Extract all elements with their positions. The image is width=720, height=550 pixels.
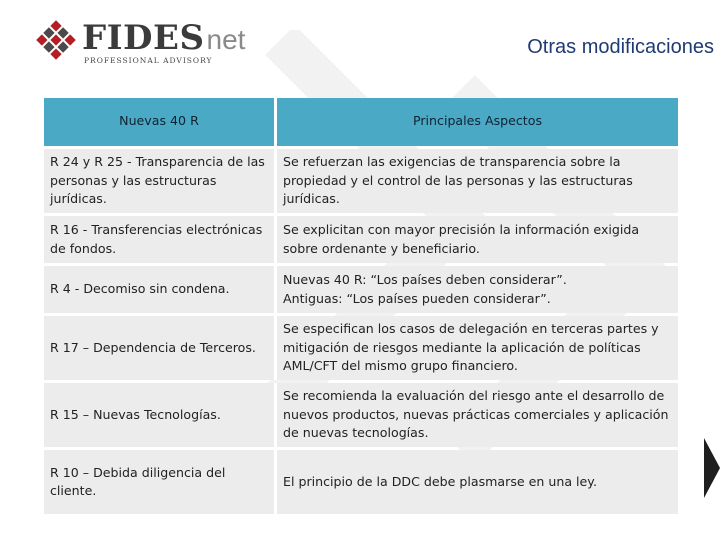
table-row (44, 450, 678, 514)
row-aspect: Se refuerzan las exigencias de transparencia sobre la propiedad y el control de las personas y las estructuras jurídicas. (274, 149, 678, 213)
table-header-row (44, 98, 678, 146)
logo-suffix-text: net (206, 24, 246, 55)
table-row (44, 383, 678, 447)
row-aspect: El principio de la DDC debe plasmarse en una ley. (274, 450, 678, 514)
logo-wordmark (82, 18, 245, 58)
table-row (44, 266, 678, 313)
row-aspect: Se especifican los casos de delegación en terceras partes y mitigación de riesgos mediante la aplicación de políticas AML/CFT del mismo grupo financiero. (274, 316, 678, 380)
recommendations-table (44, 95, 678, 517)
fidesnet-logo (34, 14, 246, 70)
header-nuevas-40r: Nuevas 40 R (44, 98, 274, 146)
table-row (44, 316, 678, 380)
aspect-line: Nuevas 40 R: “Los países deben considerar”. (283, 272, 567, 287)
aspect-line: Antiguas: “Los países pueden considerar”. (283, 290, 551, 306)
row-aspect (274, 266, 678, 313)
row-recommendation: R 24 y R 25 - Transparencia de las personas y las estructuras jurídicas. (44, 149, 274, 213)
diamond-logo-icon (34, 18, 78, 62)
row-recommendation: R 15 – Nuevas Tecnologías. (44, 383, 274, 447)
row-recommendation: R 17 – Dependencia de Terceros. (44, 316, 274, 380)
chevron-right-icon (704, 438, 720, 498)
slide-title: Otras modificaciones (527, 36, 714, 58)
table-row (44, 216, 678, 263)
row-recommendation: R 10 – Debida diligencia del cliente. (44, 450, 274, 514)
row-aspect: Se recomienda la evaluación del riesgo ante el desarrollo de nuevos productos, nuevas prácticas comerciales y aplicación de nuevas tecnologías. (274, 383, 678, 447)
table-row (44, 149, 678, 213)
row-aspect: Se explicitan con mayor precisión la información exigida sobre ordenante y beneficiario. (274, 216, 678, 263)
row-recommendation: R 4 - Decomiso sin condena. (44, 266, 274, 313)
logo-brand-text: FIDES (82, 18, 205, 58)
logo-tagline: PROFESSIONAL ADVISORY (84, 56, 213, 65)
header-principales-aspectos: Principales Aspectos (274, 98, 678, 146)
row-recommendation: R 16 - Transferencias electrónicas de fondos. (44, 216, 274, 263)
